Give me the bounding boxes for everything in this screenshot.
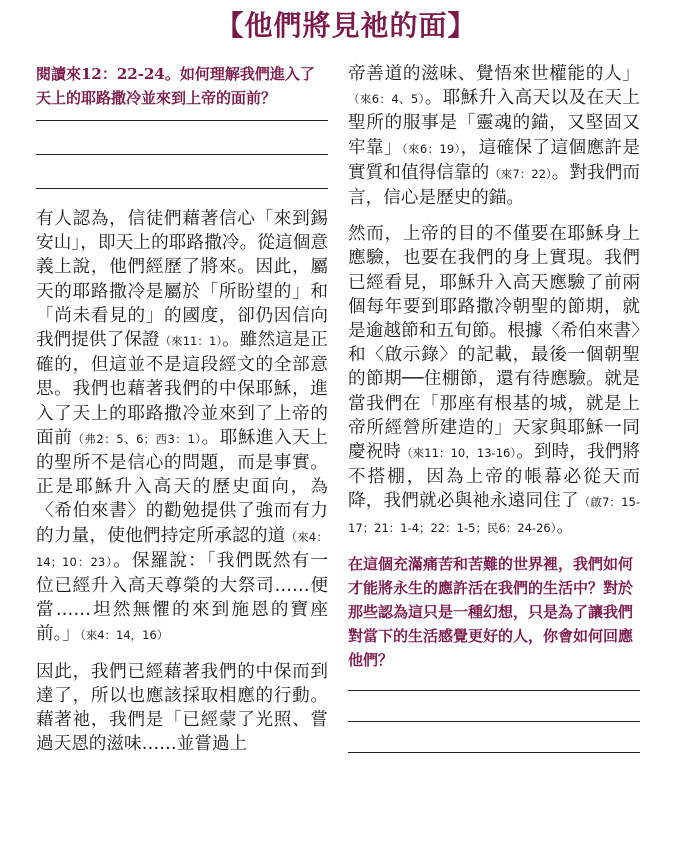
text-run: 然而，上帝的目的不僅要在耶穌身上應驗，也要在我們的身上實現。我們已經看見，耶穌升入高天應驗了前兩個每年要到耶路撒冷朝聖的節期，就是逾越節和五旬節。根據〈希伯來書〉和〈啟示錄〉的記載，最後一個朝聖的節期──住棚節，還有待應驗。就是當我們在「那座有根基的城，就是上帝所經營所建造的」天家與耶穌一同慶祝時	[348, 224, 640, 463]
answer-line[interactable]	[36, 188, 328, 189]
text-run: ，這確保了這個應許是實質和值得信靠的	[348, 137, 640, 183]
text-run: 。	[556, 516, 575, 537]
text-run: 有人認為，信徒們藉著信心「來到錫安山」，即天上的耶路撒冷。從這個意義上說，他們經歷了將來。因此，屬天的耶路撒冷是屬於「所盼望的」和「尚未看見的」的國度，卻仍因信向我們提供了保證	[36, 209, 328, 351]
right-column	[348, 62, 640, 783]
discussion-question: 在這個充滿痛苦和苦難的世界裡，我們如何才能將永生的應許活在我們的生活中？對於那些認為這只是一種幻想，只是為了讓我們對當下的生活感覺更好的人，你會如何回應他們？	[348, 554, 634, 669]
answer-line[interactable]	[36, 120, 328, 121]
answer-line[interactable]	[348, 690, 640, 691]
text-run: 。雖然這是正確的，但這並不是這段經文的全部意思。我們也藉著我們的中保耶穌，進入了天上的耶路撒冷並來到了上帝的面前	[36, 330, 328, 448]
scripture-reference: （來11：10，13-16）	[401, 446, 517, 461]
text-run: 帝善道的滋味、覺悟來世權能的人」	[348, 64, 640, 84]
answer-line[interactable]	[348, 721, 640, 722]
text-run: 。保羅說：「我們既然有一位已經升入高天尊榮的大祭司……便當……坦然無懼的來到施恩的寶座前。」	[36, 550, 328, 645]
answer-line[interactable]	[36, 154, 328, 155]
body-paragraph	[348, 62, 640, 210]
text-run: 。對我們而言，信心是歷史的錨。	[348, 162, 640, 209]
body-paragraph	[348, 222, 640, 540]
scripture-reference: （來11：1）	[159, 334, 223, 349]
left-column	[36, 62, 328, 768]
scripture-reference: （弗2：5、6；西3：1）	[72, 431, 202, 446]
scripture-reference: （來7：22）	[489, 166, 552, 181]
answer-lines	[348, 690, 640, 753]
text-run: 。耶穌升入高天以及在天上聖所的服事是「靈魂的錨，又堅固又牢靠」	[348, 88, 640, 158]
scripture-reference: （來4：14；10：23）	[36, 529, 328, 569]
body-paragraph: 因此，我們已經藉著我們的中保而到達了，所以也應該採取相應的行動。藉著祂，我們是「已經蒙了光照、嘗過天恩的滋味……並嘗過上	[36, 661, 328, 755]
scripture-reference: （來6：4、5）	[348, 92, 425, 107]
answer-line[interactable]	[348, 752, 640, 753]
answer-lines	[36, 120, 328, 189]
lesson-title: 【他們將見祂的面】	[215, 9, 477, 42]
scripture-reference: （啟7：15-17；21：1-4；22：1-5；民6：24-26）	[348, 495, 640, 535]
text-run: 。耶穌進入天上的聖所不是信心的問題，而是事實。正是耶穌升入高天的歷史面向，為〈希伯來書〉的勸勉提供了強而有力的力量，使他們持定所承認的道	[36, 427, 328, 546]
text-run: 。到時，我們將不搭棚，因為上帝的帳幕必從天而降，我們就必與祂永遠同住了	[348, 442, 640, 512]
scripture-reference: （來4：14，16）	[79, 628, 169, 643]
body-paragraph	[36, 207, 328, 648]
discussion-question: 閱讀來12：22-24。如何理解我們進入了天上的耶路撒冷並來到上帝的面前？	[36, 65, 315, 107]
scripture-reference: （來6：19）	[401, 141, 461, 156]
